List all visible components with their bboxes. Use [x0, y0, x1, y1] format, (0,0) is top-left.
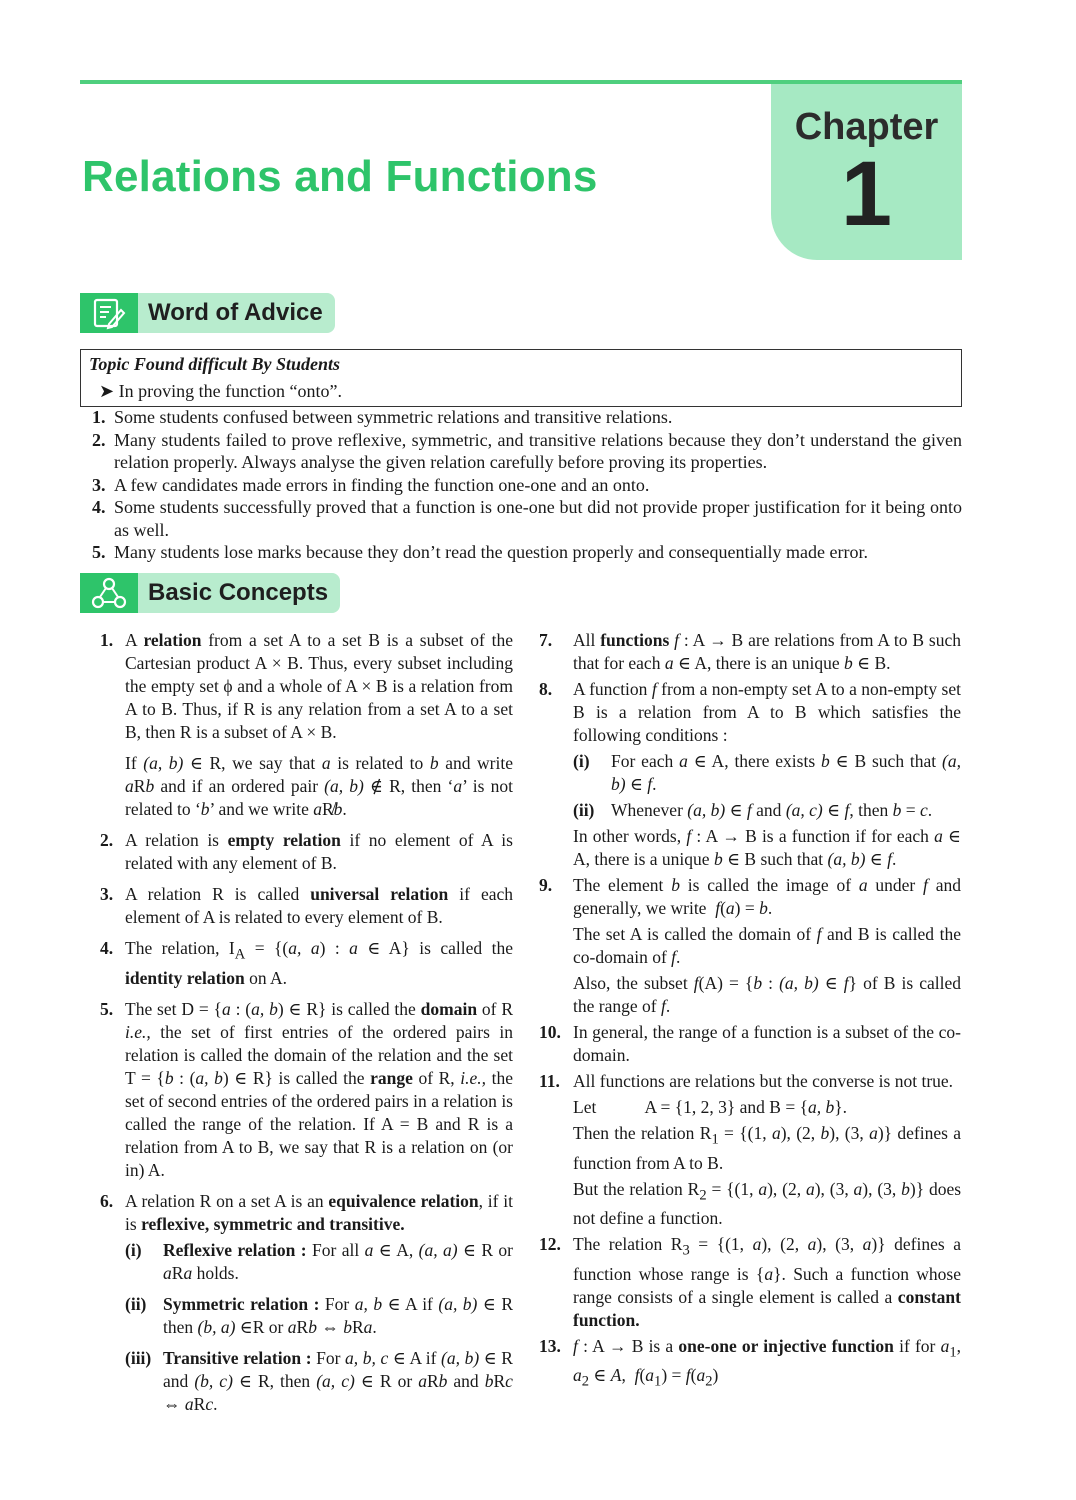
notes-pencil-icon — [80, 293, 138, 333]
left-column — [100, 629, 513, 1416]
concept-item: 12. The relation $R_3 = \{(1$, a), (2, a), (3, a)} defines a function whose range is {a}. Such a function whose range consists of a single element is called a constant function. — [539, 1234, 962, 1330]
concept-item: 4. The relation, $I_A = \{(a$, a) : a ∈ A} is called the identity relation on A. — [100, 938, 513, 988]
advice-item: 2. Many students failed to prove reflexive, symmetric, and transitive relations because they don’t understand the given relation properly. Always analyse the given relation carefully before proving its properties. — [92, 429, 962, 472]
basic-concepts-heading — [80, 573, 340, 613]
topic-title: Topic Found difficult By Students — [89, 354, 341, 374]
chapter-badge — [771, 84, 962, 260]
concept-item: 6. A relation R on a set A is an equivalence relation, if it is reflexive, symmetric and transitive. — [100, 1190, 513, 1234]
concept-paragraph: But the relation $R_2 = \{(1$, a), (2, a), (3, a), (3, b)} does not define a function. — [573, 1178, 962, 1228]
concept-item: 7. All functions f : A → B are relations from A to B such that for each a ∈ A, there is an unique b ∈ B. — [539, 630, 961, 673]
chapter-label: Chapter — [794, 106, 939, 148]
concept-item: 5. The set D = {a : (a, b) ∈ R} is called the domain of R i.e., the set of first entries of the ordered pairs in relation is called the domain of the relation and the set T = {b : (a, b) ∈ R} is called the range of R, i.e., the set of second entries of the ordered pairs in a relation is called the range of the relation. If A = B and R is a relation from A to B, we say that R is a relation on (or in) A. — [100, 998, 514, 1180]
sub-item: (iii) Transitive relation : For a, b, c ∈ A if (a, b) ∈ R and (b, c) ∈ R, then (a, c) ∈ R or aRb and bRc ⇔ aRc. — [125, 1347, 513, 1414]
arrow-bullet-icon: ➤ — [99, 381, 119, 401]
sub-item: (i) For each a ∈ A, there exists b ∈ B such that (a, b) ∈ f. — [573, 751, 961, 794]
concept-item: 8. A function f from a non-empty set A to a non-empty set B is a relation from A to B which satisfies the following conditions : — [539, 679, 961, 745]
concept-item: 1. A relation from a set A to a set B is a subset of the Cartesian product A × B. Thus, every subset including the empty set ϕ and a whole of A × B is a relation from A to B. Thus, if R is any relation from a set A to a set B, then R is a subset of A × B. — [100, 630, 513, 742]
sub-item: (ii) Symmetric relation : For a, b ∈ A if (a, b) ∈ R then (b, a) ∈R or aRb ⇔ bRa. — [125, 1293, 513, 1337]
right-column — [539, 629, 961, 1394]
page-title: Relations and Functions — [82, 152, 598, 201]
concept-paragraph: In other words, f : A → B is a function if for each a ∈ A, there is a unique b ∈ B such that (a, b) ∈ f. — [573, 826, 962, 869]
chapter-number: 1 — [840, 143, 893, 245]
advice-list — [92, 406, 962, 564]
concept-paragraph: If (a, b) ∈ R, we say that a is related to b and write aRb and if an ordered pair (a, b) ∉ R, then ‘a’ is not related to ‘b’ and we write aR̸b. — [125, 753, 514, 819]
topic-item: ➤ In proving the function “onto”. — [99, 381, 343, 401]
concept-item: 10. In general, the range of a function is a subset of the co-domain. — [539, 1022, 961, 1065]
network-nodes-icon — [80, 573, 138, 613]
concept-paragraph: The set A is called the domain of f and B is called the co-domain of f. — [573, 924, 961, 967]
sub-list — [100, 1239, 513, 1416]
sub-item: (i) Reflexive relation : For all a ∈ A, (a, a) ∈ R or aRa holds. — [125, 1239, 513, 1283]
concept-item: 11. All functions are relations but the converse is not true. — [539, 1071, 954, 1091]
concept-item: 13. f : A → B is a one-one or injective function if for $a_1$, $a_2$ ∈ A, $f(a_1) = f(a_2)$ — [539, 1335, 961, 1390]
advice-item: 1. Some students confused between symmetric relations and transitive relations. — [92, 407, 673, 427]
concept-item: 2. A relation is empty relation if no element of A is related with any element of B. — [100, 830, 513, 873]
advice-item: 4. Some students successfully proved that a function is one-one but did not provide proper justification for it being onto as well. — [92, 497, 962, 540]
concept-paragraph: Also, the subset f(A) = {b : (a, b) ∈ f} of B is called the range of f. — [573, 973, 961, 1016]
sub-item: (ii) Whenever (a, b) ∈ f and (a, c) ∈ f, then b = c. — [573, 800, 933, 820]
concept-item: 9. The element b is called the image of a under f and generally, we write f(a) = b. — [539, 875, 961, 918]
topic-box — [80, 349, 962, 407]
advice-item: 5. Many students lose marks because they don’t read the question properly and consequentially made error. — [92, 542, 868, 562]
word-of-advice-heading — [80, 293, 335, 333]
concept-paragraph: Let A = {1, 2, 3} and B = {a, b}. — [573, 1097, 848, 1117]
word-of-advice-label: Word of Advice — [138, 293, 335, 333]
concept-paragraph: Then the relation $R_1 = \{(1$, a), (2, b), (3, a)} defines a function from A to B. — [573, 1123, 961, 1173]
advice-item: 3. A few candidates made errors in finding the function one-one and an onto. — [92, 474, 650, 495]
sub-list — [539, 750, 961, 871]
concept-item: 3. A relation R is called universal relation if each element of A is related to every element of B. — [100, 884, 513, 927]
basic-concepts-label: Basic Concepts — [138, 573, 340, 613]
